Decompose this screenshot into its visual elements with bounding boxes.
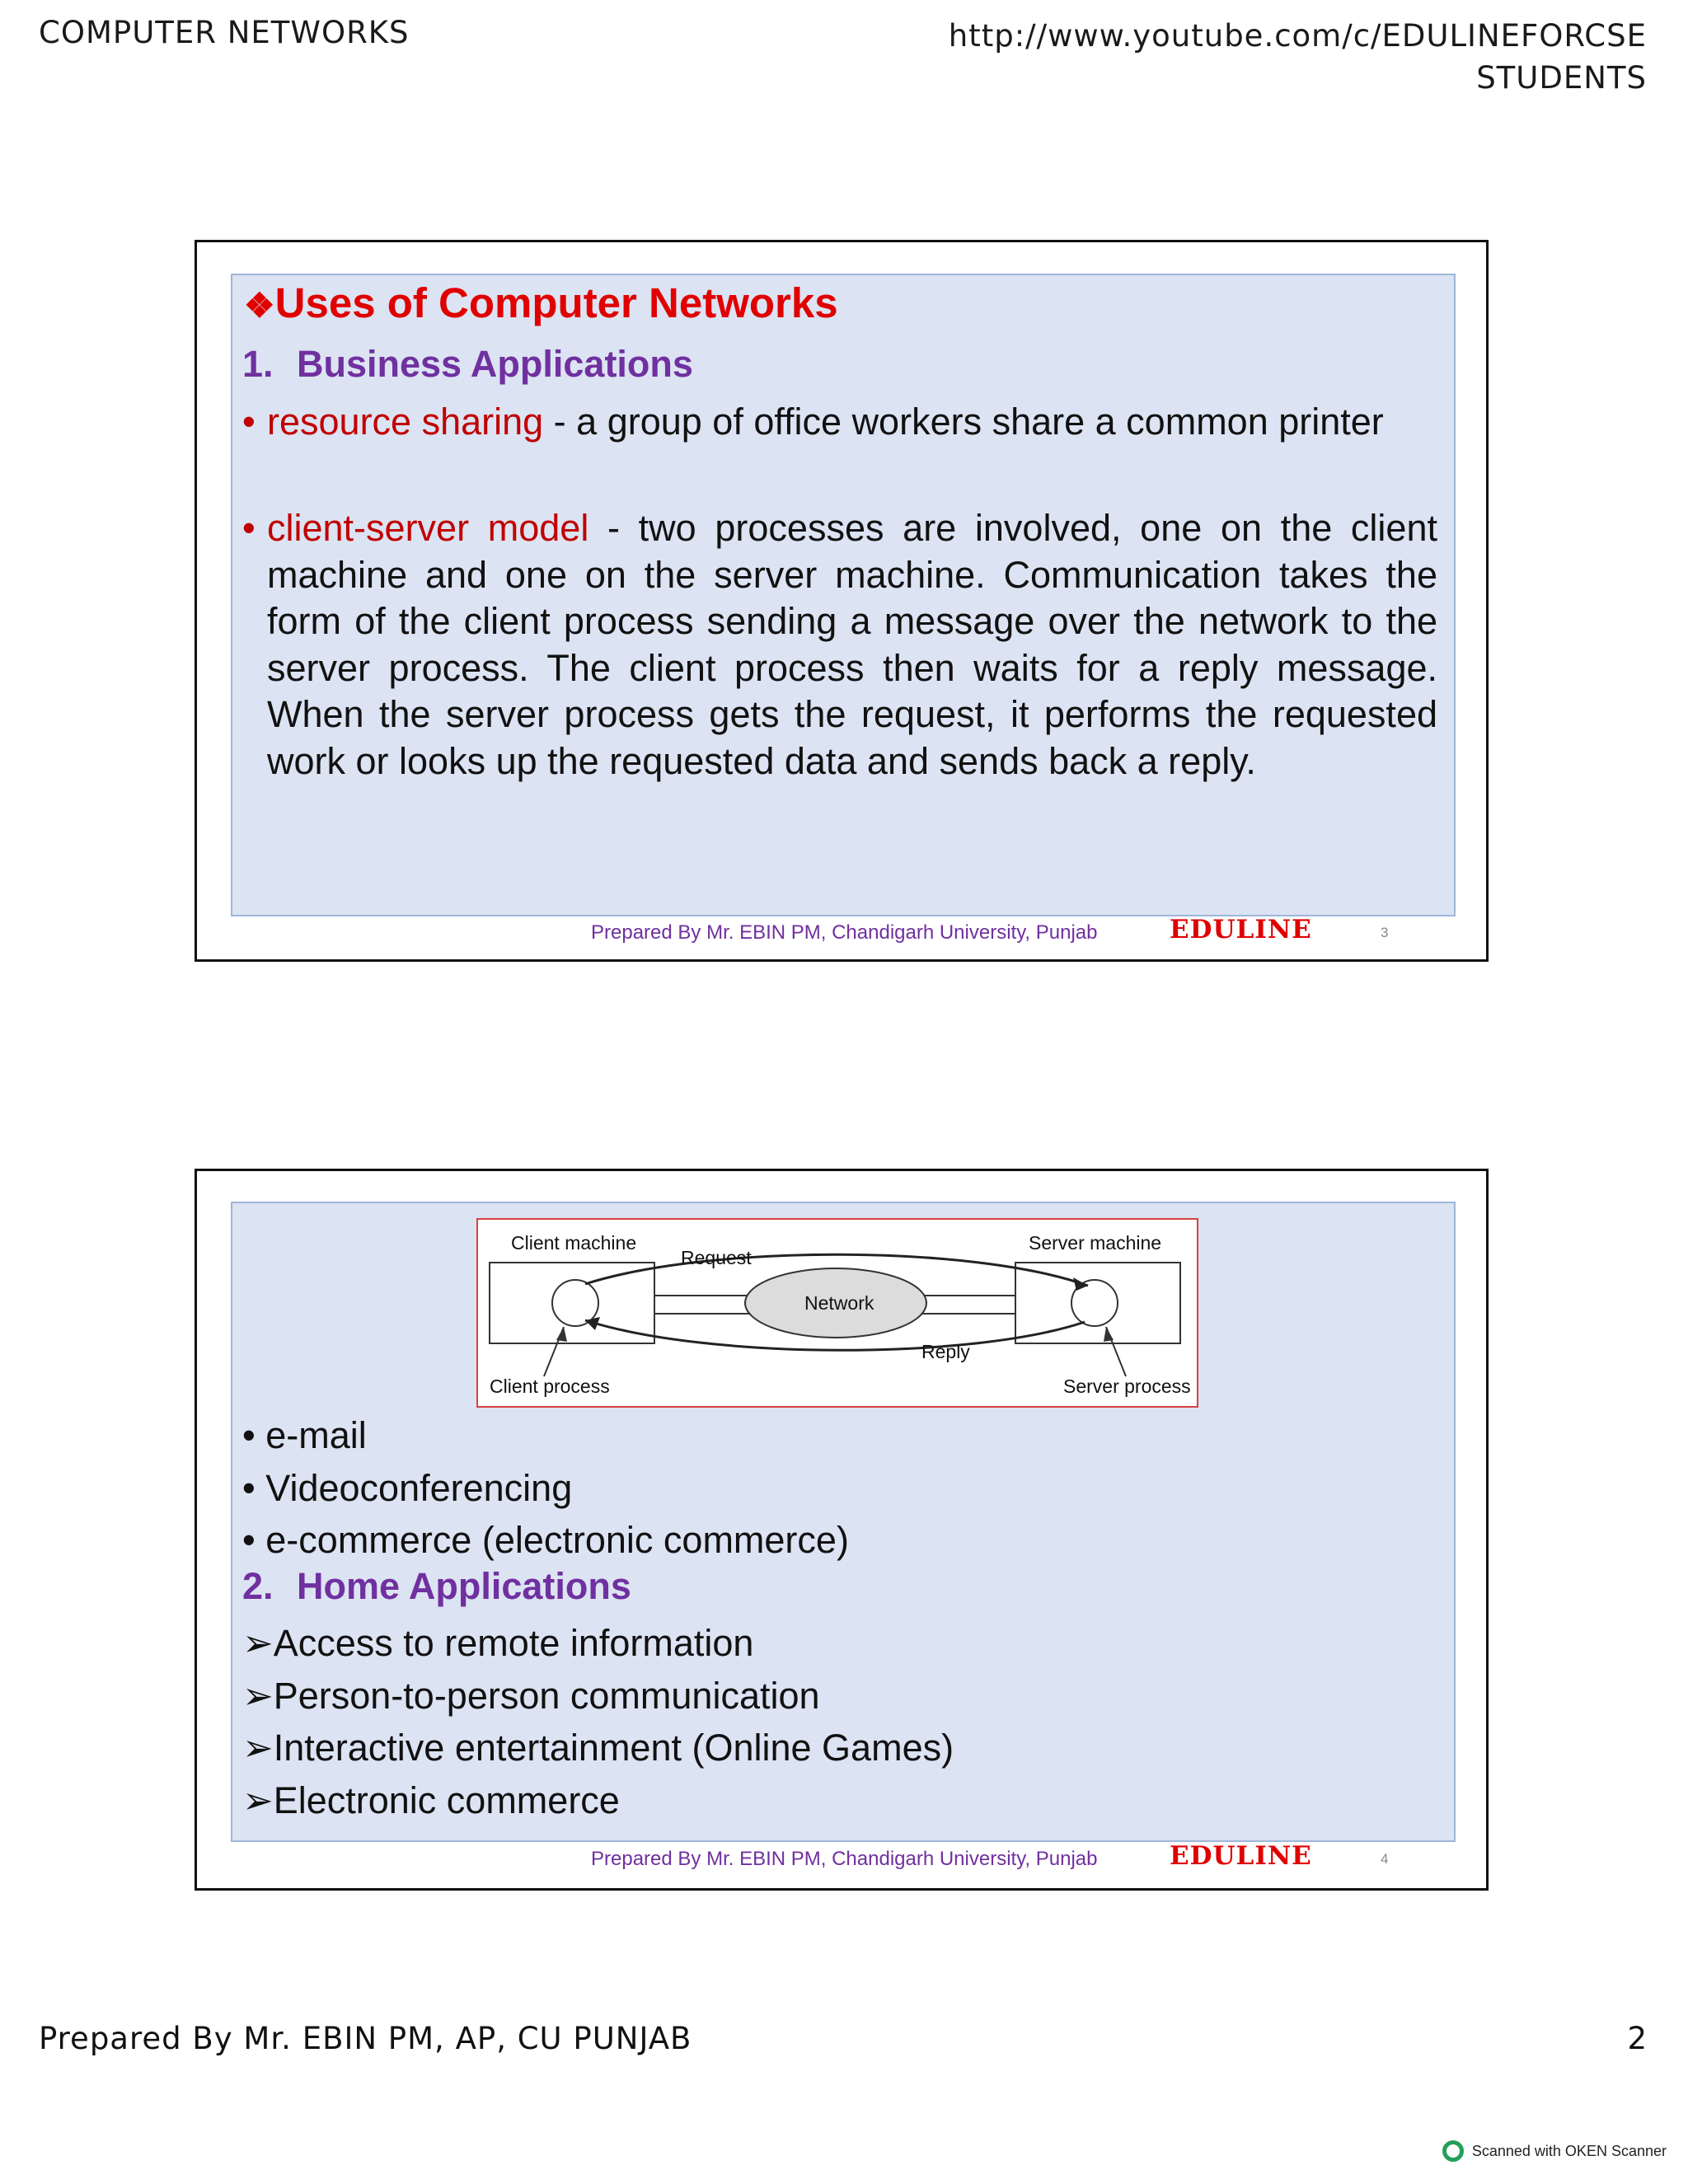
label-server-process: Server process <box>1063 1376 1191 1397</box>
slide-title-text: Uses of Computer Networks <box>274 279 838 326</box>
slide-footer-credit: Prepared By Mr. EBIN PM, Chandigarh University, Punjab <box>591 921 1098 944</box>
label-client-machine: Client machine <box>511 1232 637 1254</box>
page-number: 2 <box>1627 2021 1647 2056</box>
list-item <box>242 1617 954 1670</box>
bullet-text: - two processes are involved, one on the client machine and one on the server machine. Communication takes the form of the client process sending a message over the network to the server process. The client process then waits for a reply message. When the server process gets the request, it performs the requested work or looks up the requested data and sends back a reply. <box>267 507 1437 782</box>
eduline-logo: EDULINE <box>1170 1841 1312 1871</box>
client-server-diagram <box>476 1218 1198 1408</box>
slide-number: 4 <box>1381 1851 1389 1867</box>
slide-4 <box>195 1169 1489 1891</box>
slide-title <box>244 279 838 327</box>
section-heading-text: Business Applications <box>297 343 693 385</box>
bullet-text: - a group of office workers share a common printer <box>543 401 1384 443</box>
slide-number: 3 <box>1381 925 1389 940</box>
label-client-process: Client process <box>490 1376 610 1397</box>
arrow-bullet-icon: ➢ <box>242 1674 274 1717</box>
bullet-dot: • <box>242 507 256 549</box>
bullet-dot: • <box>242 1519 256 1561</box>
arrow-bullet-icon: ➢ <box>242 1779 274 1821</box>
server-pointer-arrowhead-icon <box>1104 1327 1114 1342</box>
scanner-text: Scanned with OKEN Scanner <box>1471 2142 1667 2159</box>
scanner-logo-icon <box>1442 2140 1464 2162</box>
bullet-dot: • <box>242 1466 256 1509</box>
section-number: 1. <box>242 343 274 385</box>
page-header-url-line2: STUDENTS <box>1476 60 1647 96</box>
section-number: 2. <box>242 1565 274 1607</box>
bullet-dot: • <box>242 1414 256 1456</box>
slide-footer <box>197 915 1486 954</box>
client-server-diagram-svg <box>478 1220 1197 1406</box>
list-item <box>242 1514 849 1567</box>
slide-footer <box>197 1841 1486 1881</box>
page-header-url-line1: http://www.youtube.com/c/EDULINEFORCSE <box>948 18 1647 54</box>
bullet-resource-sharing <box>242 399 1437 446</box>
list-item-text: Person-to-person communication <box>273 1674 820 1717</box>
section-heading-text: Home Applications <box>297 1565 631 1607</box>
arrow-bullet-icon: ➢ <box>242 1727 274 1769</box>
list-item-text: e-commerce (electronic commerce) <box>265 1519 849 1561</box>
slide-content-panel <box>231 1202 1456 1842</box>
list-item <box>242 1722 954 1774</box>
list-item-text: e-mail <box>265 1414 367 1456</box>
list-item <box>242 1670 954 1722</box>
label-request: Request <box>681 1247 752 1268</box>
list-item-text: Electronic commerce <box>273 1779 620 1821</box>
diamond-bullet-icon: ❖ <box>244 286 275 325</box>
list-item <box>242 1462 849 1515</box>
business-bullet-list <box>242 1409 849 1567</box>
page-footer-credit: Prepared By Mr. EBIN PM, AP, CU PUNJAB <box>39 2021 692 2056</box>
bullet-term: resource sharing <box>267 401 544 443</box>
page-header-title: COMPUTER NETWORKS <box>39 15 410 50</box>
slide-footer-credit: Prepared By Mr. EBIN PM, Chandigarh University, Punjab <box>591 1848 1098 1870</box>
bullet-term: client-server model <box>267 507 589 549</box>
label-network: Network <box>804 1292 874 1314</box>
slide-3 <box>195 240 1489 962</box>
eduline-logo: EDULINE <box>1170 915 1312 944</box>
client-pointer-arrowhead-icon <box>556 1327 567 1342</box>
list-item-text: Interactive entertainment (Online Games) <box>273 1727 954 1769</box>
page-header-url <box>949 15 1647 99</box>
label-server-machine: Server machine <box>1029 1232 1162 1254</box>
list-item <box>242 1409 849 1462</box>
label-reply: Reply <box>921 1341 970 1362</box>
bullet-client-server-model <box>242 505 1437 785</box>
list-item-text: Videoconferencing <box>265 1466 573 1509</box>
list-item-text: Access to remote information <box>273 1622 754 1664</box>
section-heading-business <box>242 343 693 386</box>
home-applications-list <box>242 1617 954 1826</box>
scanner-watermark <box>1442 2140 1667 2162</box>
list-item <box>242 1774 954 1827</box>
slide-content-panel <box>231 274 1456 916</box>
section-heading-home <box>242 1565 631 1608</box>
bullet-dot: • <box>242 401 256 443</box>
arrow-bullet-icon: ➢ <box>242 1622 274 1664</box>
